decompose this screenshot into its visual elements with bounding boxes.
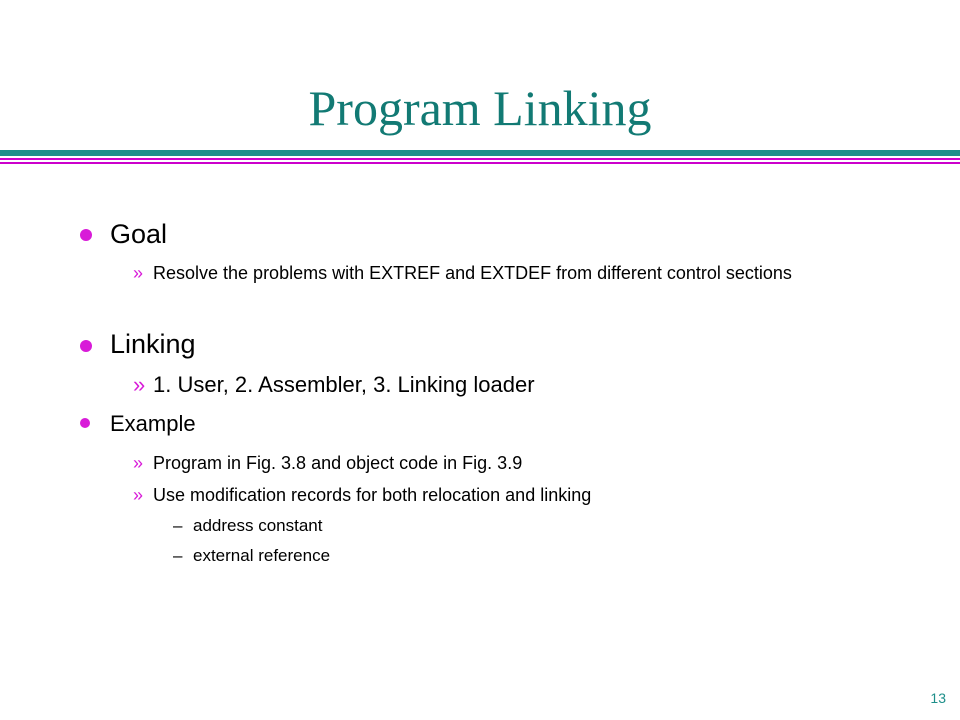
subbullet-modification-records: Use modification records for both relocation and linking (153, 485, 592, 505)
subbullet-program-fig: Program in Fig. 3.8 and object code in Fig. 3.9 (153, 453, 523, 473)
subbullet-arrow-icon: » (133, 453, 144, 473)
subsubbullet-address-constant: address constant (193, 516, 323, 535)
title-rule-magenta-1 (0, 158, 960, 160)
subbullet-linking-steps: 1. User, 2. Assembler, 3. Linking loader (153, 372, 535, 397)
bullet-dot-icon (80, 340, 92, 352)
bullet-dot-icon (80, 229, 92, 241)
page-number: 13 (930, 690, 946, 706)
subbullet-arrow-icon: » (133, 485, 144, 505)
bullet-goal: Goal (110, 219, 168, 249)
title-rule-magenta-2 (0, 162, 960, 164)
subsubbullet-dash-icon: – (173, 546, 183, 565)
subbullet-arrow-icon: » (133, 372, 146, 397)
bullet-dot-icon (80, 418, 90, 428)
subsubbullet-dash-icon: – (173, 516, 183, 535)
bullet-example: Example (110, 411, 196, 436)
slide-title: Program Linking (308, 80, 652, 136)
title-rule-teal (0, 150, 960, 156)
bullet-linking: Linking (110, 329, 196, 359)
subbullet-arrow-icon: » (133, 263, 144, 283)
subsubbullet-external-reference: external reference (193, 546, 331, 565)
subbullet-resolve: Resolve the problems with EXTREF and EXTDEF from different control sections (153, 263, 792, 283)
